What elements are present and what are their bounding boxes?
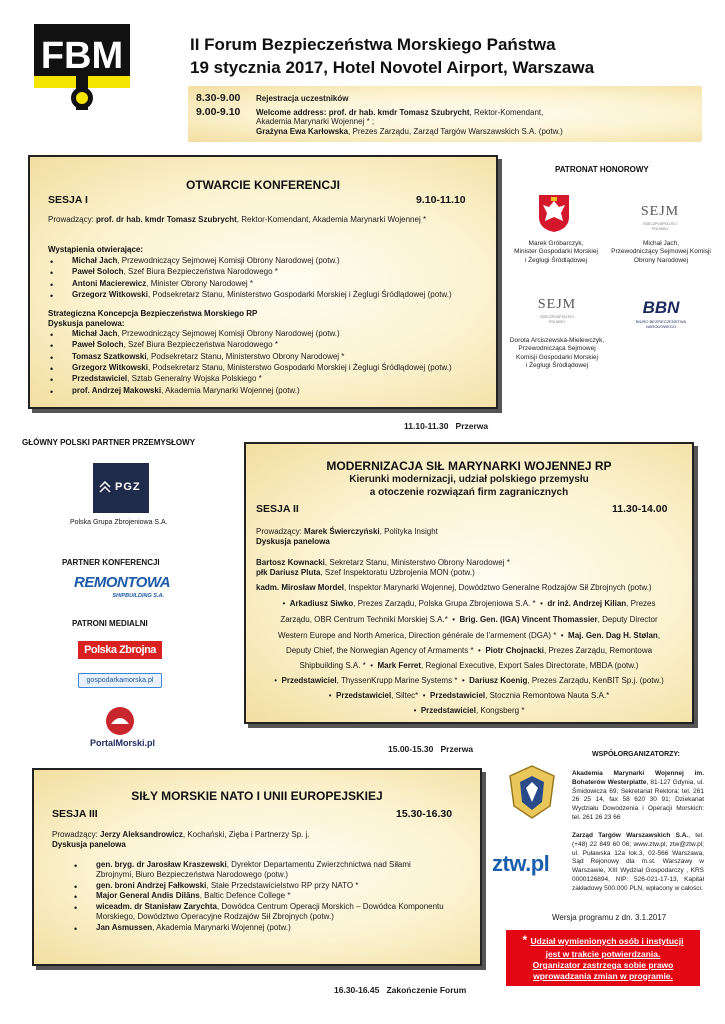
closing: 16.30-16.45 Zakończenie Forum (334, 985, 467, 995)
break-1: 11.10-11.30 Przerwa (404, 421, 489, 431)
session-1-label: SESJA I (48, 194, 88, 206)
portal-morski-icon (105, 706, 135, 736)
speaker-list-item: • Przedstawiciel, Sztab Generalny Wojska Polskiego * (72, 374, 262, 385)
bbn-logo: BBN BIURO BEZPIECZEŃSTWA NARODOWEGO (635, 298, 687, 329)
patron-2-caption: Michał Jach, Przewodniczący Sejmowej Komisji Obrony Narodowej (611, 240, 711, 264)
media-title: PATRONI MEDIALNI (72, 619, 148, 628)
session-1-time: 9.10-11.10 (416, 194, 466, 206)
session-3-time: 15.30-16.30 (396, 808, 453, 820)
session-1-heading: OTWARCIE KONFERENCJI (185, 178, 340, 192)
break-2: 15.00-15.30 Przerwa (388, 744, 474, 754)
sejm-logo-1: SEJM RZECZPOSPOLITEJ POLSKIEJ (640, 204, 680, 231)
session-2-panel-title: Dyskusja panelowa (256, 537, 330, 546)
session-3-panel-title: Dyskusja panelowa (52, 840, 126, 849)
pgz-arrow-icon (99, 481, 111, 493)
pgz-caption: Polska Grupa Zbrojeniowa S.A. (70, 519, 168, 526)
patronat-title: PATRONAT HONOROWY (555, 165, 649, 174)
version: Wersja programu z dn. 3.1.2017 (552, 913, 667, 922)
session-2-box: MODERNIZACJA SIŁ MARYNARKI WOJENNEJ RP Kierunki modernizacji, udział polskiego przemysłu a otoczenie rozwiązań firm zagranicznych SESJA II 11.30-14.00 Prowadzący: Marek Świerczyński, Polityka Insight Dyskusja panelowa Bartosz Kownacki, Sekretarz Stanu, Ministerstwo Obrony Narodowej * płk Dariusz Pluta, Szef Inspektoratu Uzbrojenia MON (potw.) kadm. Mirosław Mordel, Inspektor Marynarki Wojennej, Dowództwo Generalne Rodzajów Sił Zbrojnych (potw.) • Arkadiusz Siwko, Prezes Zarządu, Polska Grupa Zbrojeniowa S.A. * • dr inż. Andrzej Kilian, Prezes Zarządu, OBR Centrum Techniki Morskiej S.A.* • Brig. Gen. (IGA) Vincent Thomassier, Deputy Director Western Europe and North America, Direction générale de l'armement (DGA) * • Maj. Gen. Dag H. Stølan, Deputy Chief, the Norwegian Agency of Armaments * • Piotr Chojnacki, Prezes Zarządu, Remontowa Shipbuilding S.A. * • Mark Ferret, Regional Executive, Export Sales Directorate, MBDA (potw.) • Przedstawiciel, ThyssenKrupp Marine Systems * • Dariusz Koenig, Prezes Zarządu, KenBIT Sp.j. (potw.) • Przedstawiciel, Siltec* • Przedstawiciel, Stocznia Remontowa Nauta S.A.* • Przedstawiciel, Kongsberg * (244, 442, 694, 724)
portal-morski-text: PortalMorski.pl (90, 738, 156, 748)
page-title-line1: II Forum Bezpieczeństwa Morskiego Państwa (190, 35, 556, 54)
agenda-text-4-bold: Grażyna Ewa Karłowska (256, 127, 349, 136)
agenda-text-3: Akademia Marynarki Wojennej * ; (256, 117, 375, 126)
session-3-box: SIŁY MORSKIE NATO I UNII EUROPEJSKIEJ SESJA III 15.30-16.30 Prowadzący: Jerzy Aleksandrowicz, Kochański, Zięba i Partnerzy Sp. j. Dyskusja panelowa • gen. bryg. dr Jarosław Kraszewski, Dyrektor Departamentu Zwierzchnictwa nad Siłami Zbrojnymi, Biuro Bezpieczeństwa Narodowego (potw.) • gen. broni Andrzej Fałkowski, Stałe Przedstawicielstwo RP przy NATO * • Major General Andis Dilāns, Baltic Defence College * • wiceadm. dr Stanisław Zarychta, Dowódca Centrum Operacji Morskich – Dowódca Komponentu Morskiego, Dowództwo Operacyjne Rodzajów Sił Zbrojnych (potw.) • Jan Asmussen, Akademia Marynarki Wojennej (potw.) (32, 768, 482, 966)
remontowa-logo: REMONTOWA SHIPBUILDING S.A. (74, 574, 171, 600)
speaker-list-item: • Michał Jach, Przewodniczący Sejmowej Komisji Obrony Narodowej (potw.) (72, 329, 340, 340)
partner-title: PARTNER KONFERENCJI (62, 558, 160, 567)
speaker-list-item: • Michał Jach, Przewodniczący Sejmowej Komisji Obrony Narodowej (potw.) (72, 256, 340, 267)
ztw-logo: ztw.pl (492, 851, 550, 876)
session-2-moderator: Prowadzący: Marek Świerczyński, Polityka Insight (256, 527, 438, 536)
ztw-info: Zarząd Targów Warszawskich S.A., tel. (+48) 22 849 60 06; www.ztw.pl; ztw@ztw.pl; ul. Puławska 12a lok.3, 02-566 Warszawa, Sąd Rejonowy dla m.st. Warszawy w Warszawie, XIII Wydział Gospodarczy , KRS 0000126894, NIP: 526-021-17-13, Kapitał zakładowy 500.000 PLN, wpłacony w całości. (572, 832, 704, 892)
opening-agenda: 8.30-9.00 Rejestracja uczestników 9.00-9.10 Welcome address: prof. dr hab. kmdr Tomasz Szubrycht, Rektor-Komendant, Akademia Marynarki Wojennej * ; Grażyna Ewa Karłowska, Prezes Zarządu, Zarząd Targów Warszawskich S.A. (potw.) (188, 86, 702, 142)
amw-crest-icon (502, 762, 562, 822)
fbm-logo (34, 24, 130, 110)
sejm-logo-2: SEJM RZECZPOSPOLITEJ POLSKIEJ (537, 297, 577, 324)
session-3-label: SESJA III (52, 808, 98, 820)
polish-eagle-emblem-icon (537, 193, 571, 233)
session-2-heading: MODERNIZACJA SIŁ MARYNARKI WOJENNEJ RP (326, 459, 612, 473)
agenda-text-2: Welcome address: prof. dr hab. kmdr Tomasz Szubrycht (256, 108, 470, 117)
session-2-label: SESJA II (256, 503, 299, 515)
session-2-time: 11.30-14.00 (612, 503, 668, 515)
session-1-box (28, 155, 498, 409)
agenda-time-1: 8.30-9.00 (196, 92, 241, 104)
page-title-line2: 19 stycznia 2017, Hotel Novotel Airport, Warszawa (190, 58, 595, 77)
patron-1-caption: Marek Gróbarczyk, Minister Gospodarki Morskiej i Żeglugi Śródlądowej (514, 240, 598, 264)
speaker-list-item: • Paweł Soloch, Szef Biura Bezpieczeństwa Narodowego * (72, 267, 278, 278)
speaker-list-item: • Antoni Macierewicz, Minister Obrony Narodowej * (72, 279, 253, 290)
pgz-logo: PGZ (93, 463, 149, 513)
coorganizers-title: WSPÓŁORGANIZATORZY: (592, 751, 680, 758)
session-1-strategy-title: Strategiczna Koncepcja Bezpieczeństwa Morskiego RP (48, 309, 258, 318)
speaker-list-item: • Grzegorz Witkowski, Podsekretarz Stanu, Ministerstwo Gospodarki Morskiej i Żeglugi Śródlądowej (potw.) (72, 363, 452, 374)
session-1-panel-title: Dyskusja panelowa: (48, 319, 125, 328)
gospodarka-morska-logo: gospodarkamorska.pl (78, 673, 162, 688)
notice-box: * Udział wymienionych osób i instytucji jest w trakcie potwierdzania. Organizator zastrzega sobie prawo wprowadzania zmian w programie. (506, 930, 700, 986)
session-1-opening-title: Wystąpienia otwierające: (48, 245, 143, 254)
session-2-sub1: Kierunki modernizacji, udział polskiego przemysłu (349, 474, 589, 485)
speaker-list-item: • Paweł Soloch, Szef Biura Bezpieczeństwa Narodowego * (72, 340, 278, 351)
session-1-moderator: Prowadzący: prof. dr hab. kmdr Tomasz Szubrycht, Rektor-Komendant, Akademia Marynarki Wojennej * (48, 215, 427, 224)
main-partner-title: GŁÓWNY POLSKI PARTNER PRZEMYSŁOWY (22, 438, 196, 447)
agenda-text-1: Rejestracja uczestników (256, 94, 349, 103)
speaker-list-item: • Tomasz Szatkowski, Podsekretarz Stanu, Ministerstwo Obrony Narodowej * (72, 352, 344, 363)
amw-info: Akademia Marynarki Wojennej im. Bohaterów Westerplatte, 81-127 Gdynia, ul. Śmidowicza 69, Sekretariat Rektora: tel. 261 26 25 14, fax 58 620 30 91; Dziekanat Wydziału Dowodzenia i Operacji Morskich: tel. 261 26 23 66 (572, 770, 704, 821)
session-2-sub2: a otoczenie rozwiązań firm zagranicznych (369, 487, 569, 498)
patron-3-caption: Dorota Arciszewska-Mielewczyk, Przewodnicząca Sejmowej Komisji Gospodarki Morskiej i Żeglugi Śródlądowej (509, 337, 605, 370)
agenda-time-2: 9.00-9.10 (196, 106, 241, 118)
logo-text: FBM (40, 35, 124, 77)
speaker-list-item: • prof. Andrzej Makowski, Akademia Marynarki Wojennej (potw.) (72, 386, 300, 397)
polska-zbrojna-logo: Polska Zbrojna (78, 641, 162, 659)
session-3-heading: SIŁY MORSKIE NATO I UNII EUROPEJSKIEJ (131, 789, 383, 803)
speaker-list-item: • Grzegorz Witkowski, Podsekretarz Stanu, Ministerstwo Gospodarki Morskiej i Żeglugi Śródlądowej (potw.) (72, 290, 452, 301)
session-3-moderator: Prowadzący: Jerzy Aleksandrowicz, Kochański, Zięba i Partnerzy Sp. j. (52, 830, 310, 839)
